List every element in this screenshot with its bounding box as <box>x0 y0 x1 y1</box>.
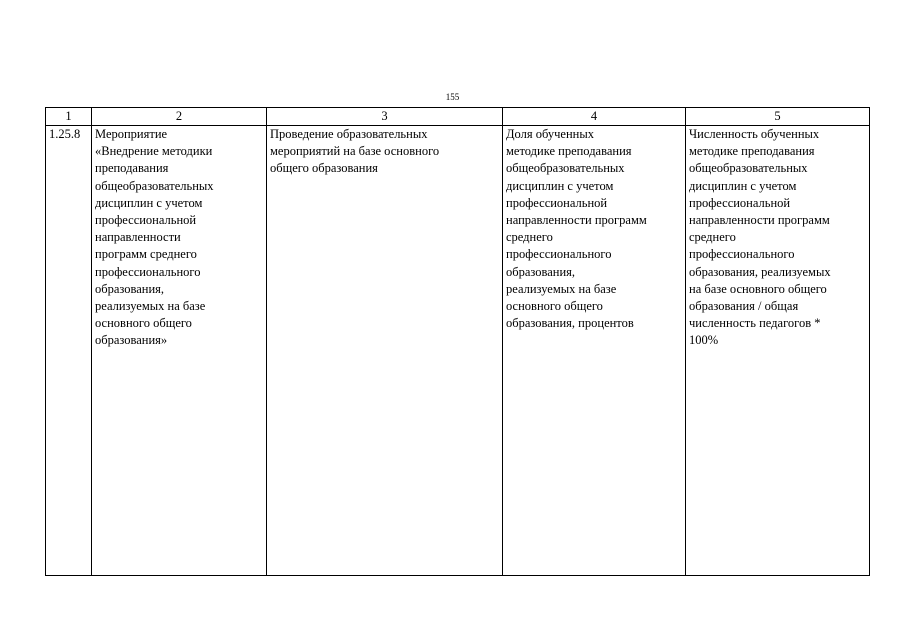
table-header-row <box>46 108 870 126</box>
calculation-method: Численность обученных методике преподавания общеобразовательных дисциплин с учетом профессиональной направленности программ среднего профессионального образования, реализуемых на базе основного общего образования / общая численность педагогов * 100% <box>689 127 831 348</box>
column-header-1: 1 <box>46 108 92 126</box>
page-number: 155 <box>445 92 460 102</box>
row-number-cell <box>46 126 92 576</box>
indicator-name-cell <box>503 126 686 576</box>
column-header-5: 5 <box>686 108 870 126</box>
indicator-name: Доля обученных методике преподавания общеобразовательных дисциплин с учетом профессиональной направленности программ среднего профессионального образования, реализуемых на базе основного общего образования, процентов <box>506 127 647 331</box>
table-row <box>46 126 870 576</box>
column-header-2: 2 <box>92 108 267 126</box>
column-header-3: 3 <box>267 108 503 126</box>
activity-name: Мероприятие «Внедрение методики преподавания общеобразовательных дисциплин с учетом профессиональной направленности программ среднего профессионального образования, реализуемых на базе основного общего образования» <box>95 127 214 348</box>
calculation-method-cell <box>686 126 870 576</box>
row-number: 1.25.8 <box>49 127 81 141</box>
activity-name-cell <box>92 126 267 576</box>
column-header-4: 4 <box>503 108 686 126</box>
activity-description-cell <box>267 126 503 576</box>
activity-description: Проведение образовательных мероприятий на базе основного общего образования <box>270 127 440 176</box>
data-table <box>45 107 870 576</box>
